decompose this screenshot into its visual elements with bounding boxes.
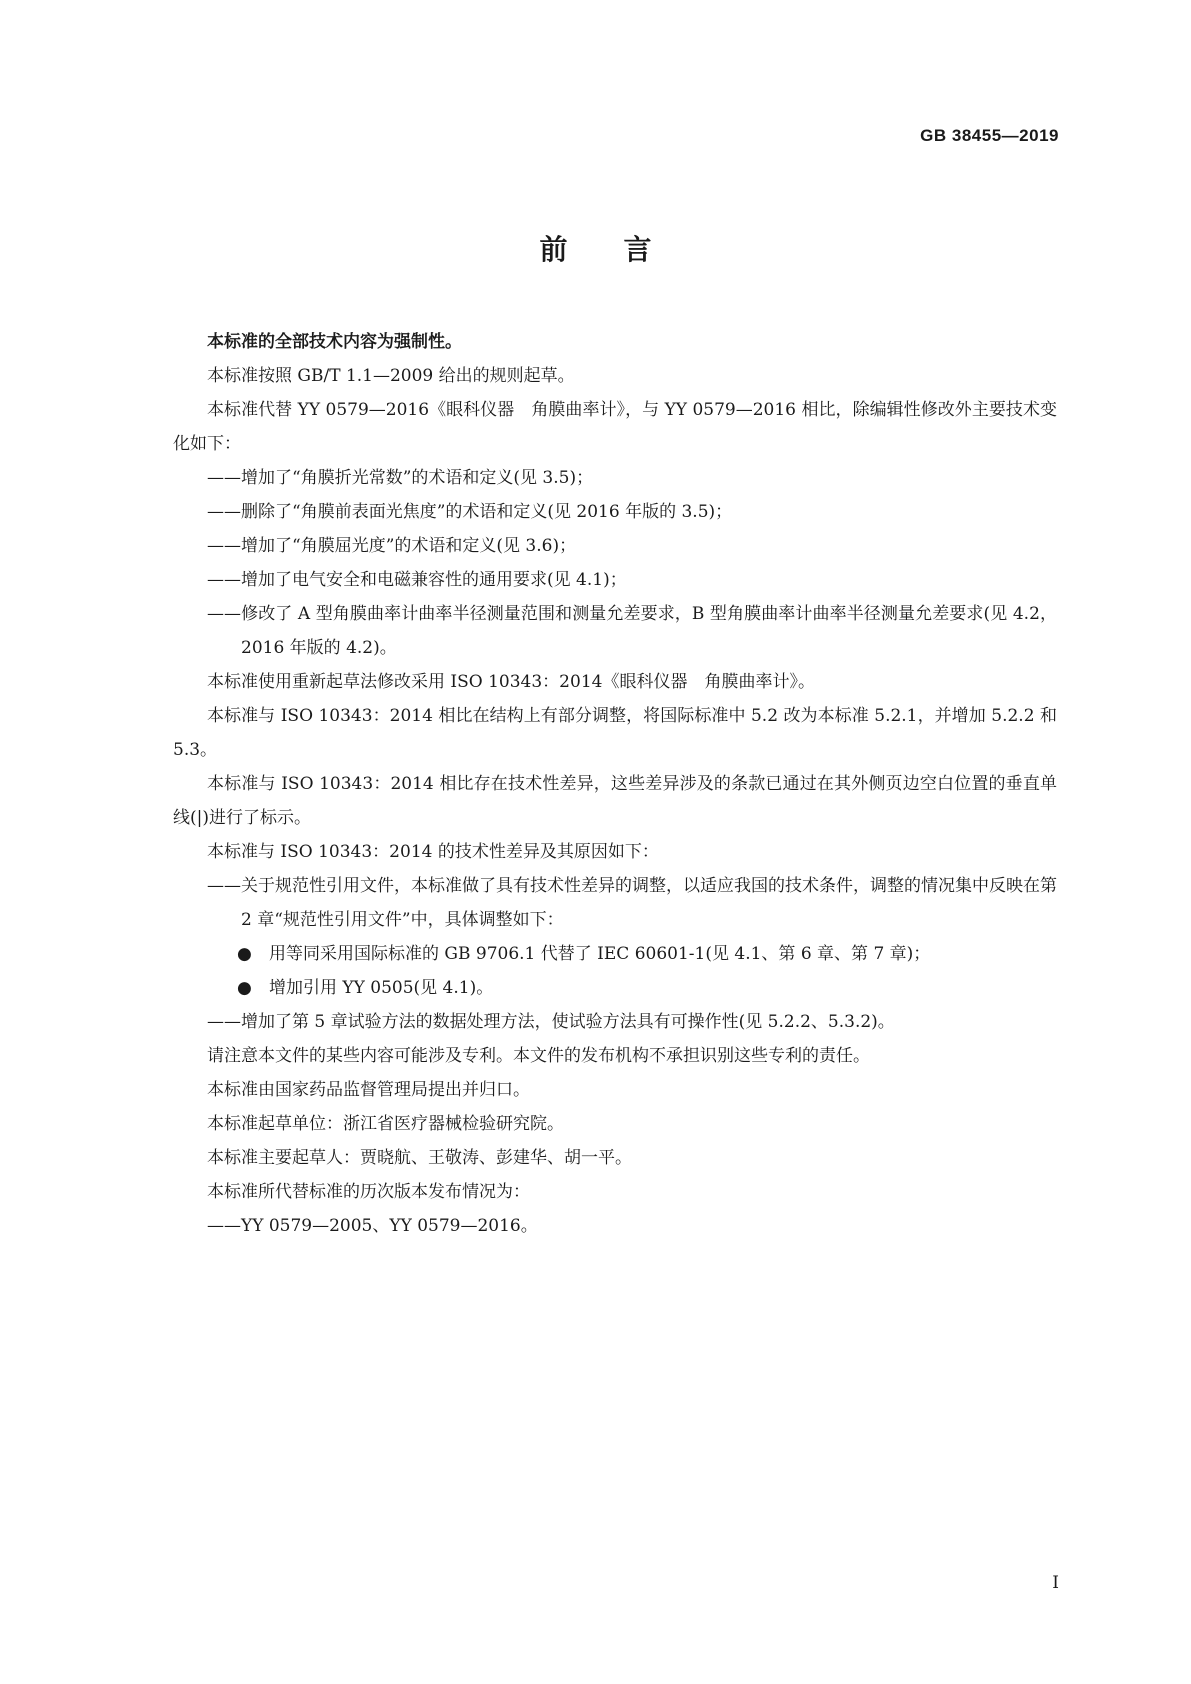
technical-deviation-paragraph: 本标准与 ISO 10343：2014 相比存在技术性差异，这些差异涉及的条款已通过在其外侧页边空白位置的垂直单线(|)进行了标示。 bbox=[173, 774, 1057, 828]
deviation-item: ——增加了第 5 章试验方法的数据处理方法，使试验方法具有可操作性(见 5.2.2、5.3.2)。 bbox=[173, 1005, 1057, 1039]
patent-notice: 请注意本文件的某些内容可能涉及专利。本文件的发布机构不承担识别这些专利的责任。 bbox=[207, 1046, 870, 1066]
document-body bbox=[173, 325, 1057, 1243]
page-number: I bbox=[1052, 1573, 1059, 1593]
standard-code: GB 38455—2019 bbox=[920, 126, 1059, 145]
page-title: 前言 bbox=[539, 233, 708, 266]
change-item: ——修改了 A 型角膜曲率计曲率半径测量范围和测量允差要求，B 型角膜曲率计曲率半径测量允差要求(见 4.2，2016 年版的 4.2)。 bbox=[173, 597, 1057, 665]
dash-marker: —— bbox=[207, 468, 241, 488]
drafting-unit-paragraph: 本标准起草单位：浙江省医疗器械检验研究院。 bbox=[207, 1114, 564, 1134]
dash-marker: —— bbox=[207, 876, 241, 896]
deviation-reasons-paragraph: 本标准与 ISO 10343：2014 的技术性差异及其原因如下： bbox=[207, 842, 659, 862]
dash-marker: —— bbox=[207, 1216, 241, 1236]
dash-marker: —— bbox=[207, 536, 241, 556]
dash-marker: —— bbox=[207, 502, 241, 522]
change-item: ——增加了“角膜折光常数”的术语和定义(见 3.5)； bbox=[173, 461, 1057, 495]
mandatory-statement: 本标准的全部技术内容为强制性。 bbox=[207, 332, 462, 352]
replacement-paragraph: 本标准代替 YY 0579—2016《眼科仪器 角膜曲率计》，与 YY 0579—2016 相比，除编辑性修改外主要技术变化如下： bbox=[173, 400, 1057, 454]
history-paragraph: 本标准所代替标准的历次版本发布情况为： bbox=[207, 1182, 530, 1202]
bullet-item: ● 增加引用 YY 0505(见 4.1)。 bbox=[173, 971, 1057, 1005]
bullet-icon: ● bbox=[237, 978, 252, 998]
change-item: ——删除了“角膜前表面光焦度”的术语和定义(见 2016 年版的 3.5)； bbox=[173, 495, 1057, 529]
change-item: ——增加了电气安全和电磁兼容性的通用要求(见 4.1)； bbox=[173, 563, 1057, 597]
adoption-paragraph: 本标准使用重新起草法修改采用 ISO 10343：2014《眼科仪器 角膜曲率计》。 bbox=[207, 672, 815, 692]
bullet-item: ● 用等同采用国际标准的 GB 9706.1 代替了 IEC 60601-1(见 4.1、第 6 章、第 7 章)； bbox=[173, 937, 1057, 971]
proposer-paragraph: 本标准由国家药品监督管理局提出并归口。 bbox=[207, 1080, 530, 1100]
change-item: ——增加了“角膜屈光度”的术语和定义(见 3.6)； bbox=[173, 529, 1057, 563]
bullet-icon: ● bbox=[237, 944, 252, 964]
history-item: ——YY 0579—2005、YY 0579—2016。 bbox=[173, 1209, 1057, 1243]
dash-marker: —— bbox=[207, 570, 241, 590]
structure-adjustment-paragraph: 本标准与 ISO 10343：2014 相比在结构上有部分调整，将国际标准中 5.2 改为本标准 5.2.1，并增加 5.2.2 和 5.3。 bbox=[173, 706, 1057, 760]
dash-marker: —— bbox=[207, 604, 241, 624]
drafting-rules-paragraph: 本标准按照 GB/T 1.1—2009 给出的规则起草。 bbox=[207, 366, 575, 386]
drafters-paragraph: 本标准主要起草人：贾晓航、王敬涛、彭建华、胡一平。 bbox=[207, 1148, 632, 1168]
deviation-item: ——关于规范性引用文件，本标准做了具有技术性差异的调整，以适应我国的技术条件，调整的情况集中反映在第 2 章“规范性引用文件”中，具体调整如下： bbox=[173, 869, 1057, 937]
dash-marker: —— bbox=[207, 1012, 241, 1032]
